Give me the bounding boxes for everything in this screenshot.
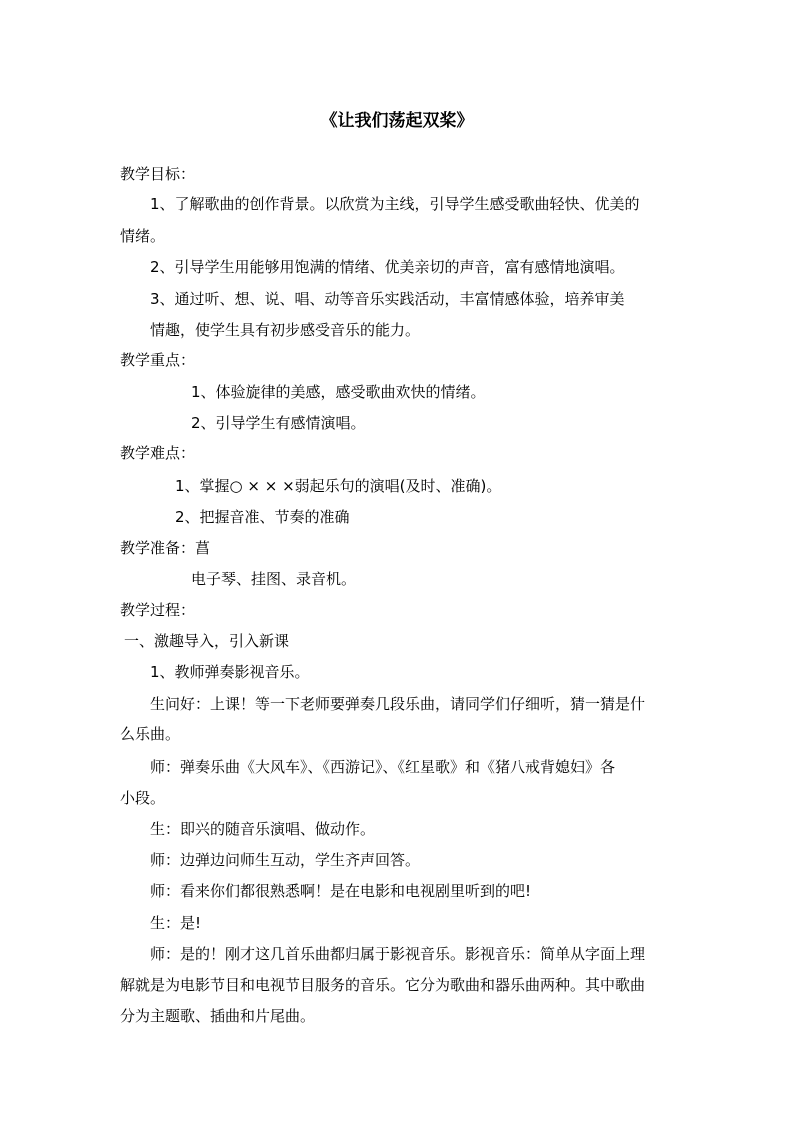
- paragraph-3: 生：即兴的随音乐演唱、做动作。: [150, 820, 376, 838]
- paragraph-7-line-2: 解就是为电影节目和电视节目服务的音乐。它分为歌曲和器乐曲两种。其中歌曲: [120, 976, 646, 994]
- paragraph-4: 师：边弹边问师生互动，学生齐声回答。: [150, 851, 421, 869]
- paragraph-7-line-3: 分为主题歌、插曲和片尾曲。: [120, 1007, 316, 1025]
- section-heading-process: 教学过程：: [120, 601, 196, 619]
- objective-1-line-1: 1、了解歌曲的创作背景。以欣赏为主线，引导学生感受歌曲轻快、优美的: [150, 195, 640, 213]
- section-heading-objectives: 教学目标：: [120, 165, 196, 183]
- difficulty-1: 1、掌握○ × × ×弱起乐句的演唱(及时、准确)。: [175, 477, 502, 495]
- objective-2: 2、引导学生用能够用饱满的情绪、优美亲切的声音，富有感情地演唱。: [150, 258, 625, 276]
- key-point-1: 1、体验旋律的美感，感受歌曲欢快的情绪。: [191, 383, 486, 401]
- paragraph-2-line-2: 小段。: [120, 789, 166, 807]
- section-heading-key-points: 教学重点：: [120, 351, 196, 369]
- objective-1-line-2: 情绪。: [120, 227, 166, 245]
- paragraph-1-line-1: 生问好：上课！等一下老师要弹奏几段乐曲，请同学们仔细听，猜一猜是什: [150, 695, 646, 713]
- section-heading-preparation: 教学准备：菖: [120, 539, 211, 557]
- paragraph-6: 生：是!: [150, 914, 202, 932]
- objective-3-line-1: 3、通过听、想、说、唱、动等音乐实践活动，丰富情感体验，培养审美: [150, 290, 625, 308]
- key-point-2: 2、引导学生有感情演唱。: [191, 414, 366, 432]
- process-item-1: 1、教师弹奏影视音乐。: [150, 663, 310, 681]
- preparation-items: 电子琴、挂图、录音机。: [191, 570, 357, 588]
- process-step-heading: 一、激趣导入，引入新课: [124, 632, 290, 650]
- objective-3-line-2: 情趣，使学生具有初步感受音乐的能力。: [150, 321, 421, 339]
- paragraph-2-line-1: 师：弹奏乐曲《大风车》、《西游记》、《红星歌》和《猪八戒背媳妇》各: [150, 758, 616, 776]
- paragraph-5: 师：看来你们都很熟悉啊！是在电影和电视剧里听到的吧!: [150, 882, 532, 900]
- section-heading-difficulties: 教学难点：: [120, 444, 196, 462]
- difficulty-2: 2、把握音准、节奏的准确: [175, 508, 350, 526]
- paragraph-7-line-1: 师：是的！刚才这几首乐曲都归属于影视音乐。影视音乐：简单从字面上理: [150, 945, 646, 963]
- paragraph-1-line-2: 么乐曲。: [120, 725, 181, 743]
- document-title: 《让我们荡起双桨》: [320, 111, 474, 131]
